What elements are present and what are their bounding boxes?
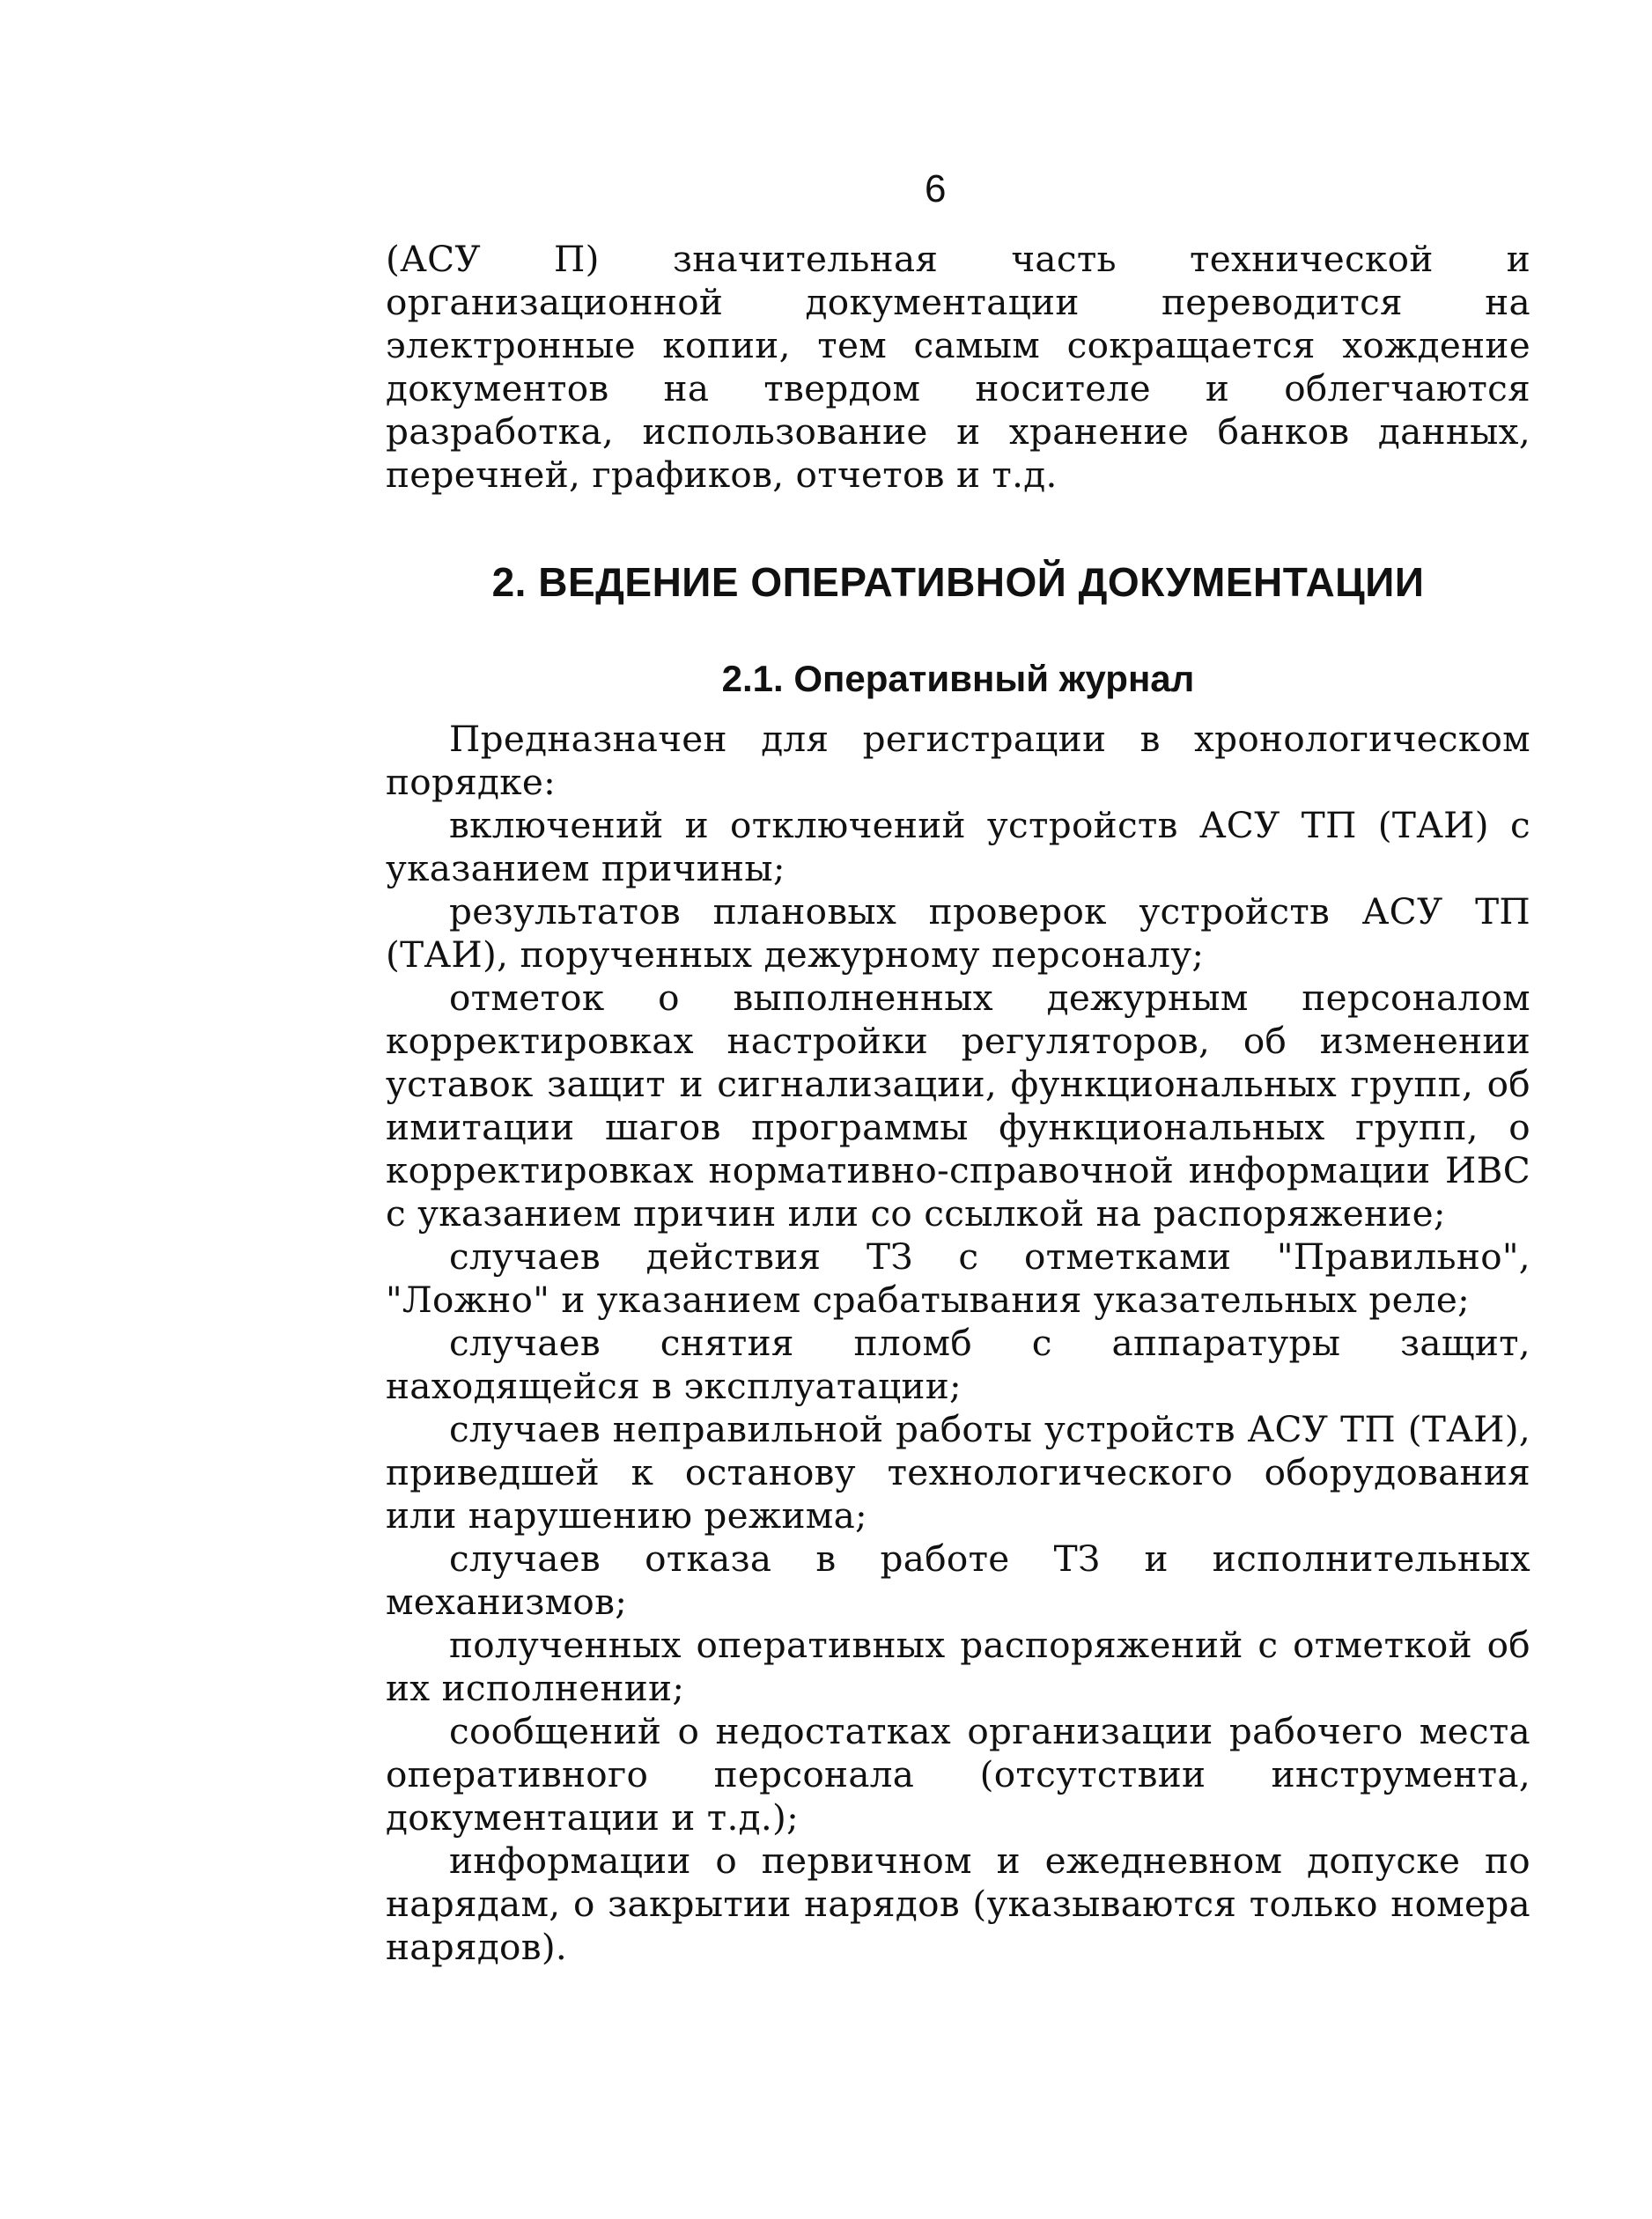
- lead-paragraph: Предназначен для регистрации в хронологическом порядке:: [386, 718, 1530, 803]
- list-item: случаев неправильной работы устройств АСУ ТП (ТАИ), приведшей к останову технологического оборудования или нарушению режима;: [386, 1408, 1530, 1537]
- section-body: [386, 718, 1530, 1969]
- list-item: случаев снятия пломб с аппаратуры защит, находящейся в эксплуатации;: [386, 1322, 1530, 1407]
- subsection-heading: 2.1. Оперативный журнал: [721, 658, 1195, 699]
- list-item: результатов плановых проверок устройств АСУ ТП (ТАИ), порученных дежурному персоналу;: [386, 890, 1530, 976]
- section-heading: 2. ВЕДЕНИЕ ОПЕРАТИВНОЙ ДОКУМЕНТАЦИИ: [491, 559, 1425, 605]
- list-item: случаев действия ТЗ с отметками "Правильно", "Ложно" и указанием срабатывания указательных реле;: [386, 1235, 1530, 1321]
- intro-paragraph: (АСУ П) значительная часть технической и организационной документации переводится на электронные копии, тем самым сокращается хождение документов на твердом носителе и облегчаются разработка, использование и хранение банков данных, перечней, графиков, отчетов и т.д.: [386, 238, 1530, 496]
- list-item: случаев отказа в работе ТЗ и исполнительных механизмов;: [386, 1537, 1530, 1623]
- list-item: включений и отключений устройств АСУ ТП (ТАИ) с указанием причины;: [386, 804, 1530, 889]
- list-item: отметок о выполненных дежурным персоналом корректировках настройки регуляторов, об изменении уставок защит и сигнализации, функциональных групп, об имитации шагов программы функциональных групп, о корректировках нормативно-справочной информации ИВС с указанием причин или со ссылкой на распоряжение;: [386, 977, 1530, 1235]
- list-item: полученных оперативных распоряжений с отметкой об их исполнении;: [386, 1624, 1530, 1709]
- list-item: информации о первичном и ежедневном допуске по нарядам, о закрытии нарядов (указываются только номера нарядов).: [386, 1839, 1530, 1968]
- page-number: 6: [925, 167, 947, 210]
- list-item: сообщений о недостатках организации рабочего места оперативного персонала (отсутствии инструмента, документации и т.д.);: [386, 1710, 1530, 1839]
- intro-text-block: [386, 238, 1530, 497]
